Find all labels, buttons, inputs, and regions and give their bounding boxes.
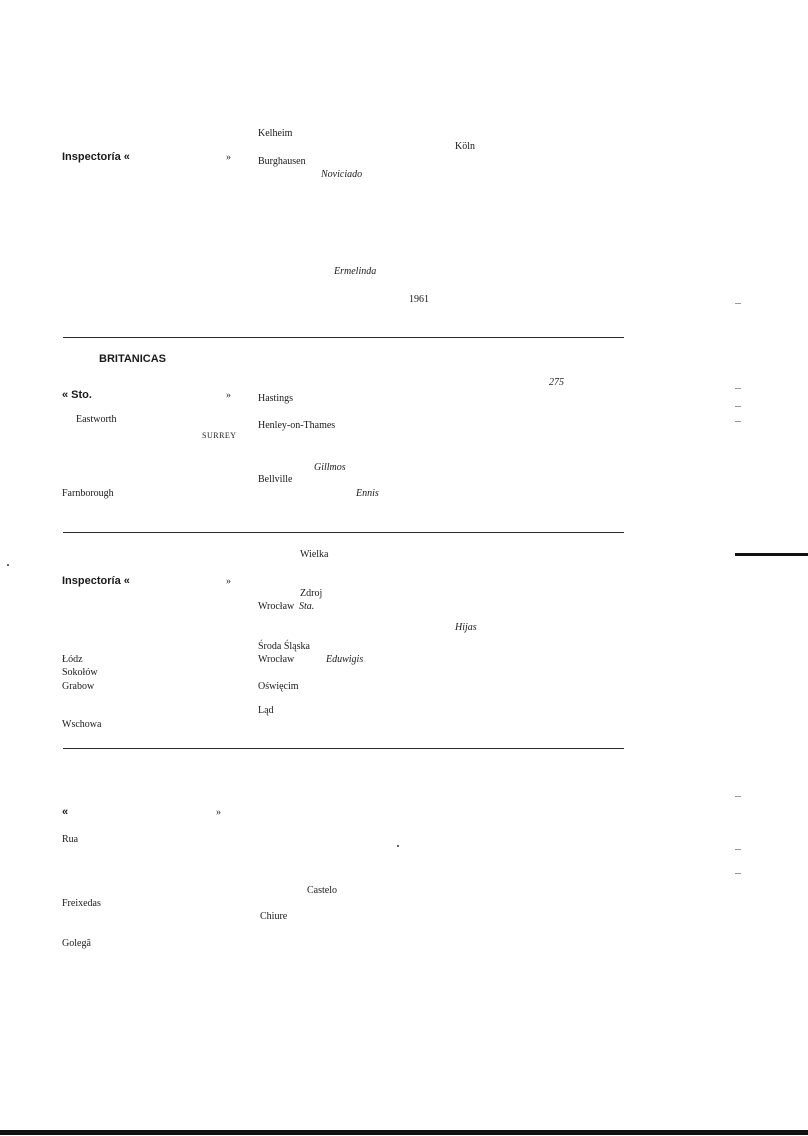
place-zdroj: Zdroj: [300, 588, 323, 599]
place-hastings: Hastings: [258, 393, 293, 404]
section-divider: [63, 337, 624, 338]
place-wielka: Wielka: [300, 549, 329, 560]
margin-tick: [735, 303, 741, 304]
margin-tick: [735, 796, 741, 797]
place-bellville: Bellville: [258, 474, 293, 485]
inspectoria-heading: Inspectoría «: [62, 151, 130, 163]
place-wroclaw: Wrocław: [258, 654, 295, 665]
place-lad: Ląd: [258, 705, 274, 716]
inspectoria-heading-close: »: [226, 576, 231, 587]
place-rua: Rua: [62, 834, 79, 845]
margin-tick: [735, 849, 741, 850]
margin-tick: [735, 873, 741, 874]
place-koln: Köln: [455, 141, 475, 152]
place-grabow: Grabow: [62, 681, 95, 692]
place-golega: Golegã: [62, 938, 91, 949]
section-divider: [63, 748, 624, 749]
place-wroclaw: Wrocław: [258, 601, 295, 612]
ermelinda-label: Ermelinda: [334, 266, 377, 277]
place-chiure: Chiure: [260, 911, 288, 922]
place-sroda: Środa Śląska: [258, 641, 310, 652]
eduwigis-label: Eduwigis: [326, 654, 364, 665]
hijas-label: Hijas: [455, 622, 477, 633]
place-wschowa: Wschowa: [62, 719, 102, 730]
scan-dot: [7, 564, 9, 566]
scan-edge-bar: [735, 553, 808, 556]
margin-tick: [735, 421, 741, 422]
page-number: 275: [549, 377, 564, 388]
place-farnborough: Farnborough: [62, 488, 114, 499]
ennis-label: Ennis: [356, 488, 379, 499]
place-henley: Henley-on-Thames: [258, 420, 336, 431]
inspectoria-heading-close: »: [226, 152, 231, 163]
county-surrey: SURREY: [202, 431, 237, 440]
sta-label: Sta.: [299, 601, 315, 612]
place-freixedas: Freixedas: [62, 898, 101, 909]
place-eastworth: Eastworth: [76, 414, 117, 425]
place-burghausen: Burghausen: [258, 156, 306, 167]
noviciado-label: Noviciado: [321, 169, 363, 180]
gillmos-label: Gillmos: [314, 462, 346, 473]
place-kelheim: Kelheim: [258, 128, 293, 139]
margin-tick: [735, 406, 741, 407]
scan-bottom-bar: [0, 1130, 808, 1135]
sto-heading-close: »: [226, 390, 231, 401]
year-label: 1961: [409, 294, 429, 305]
scan-dot: [397, 845, 399, 847]
place-oswiecim: Oświęcim: [258, 681, 299, 692]
section-heading: «: [62, 806, 69, 818]
place-castelo: Castelo: [307, 885, 337, 896]
place-sokolow: Sokołów: [62, 667, 98, 678]
section-heading-close: »: [216, 807, 221, 818]
inspectoria-heading: Inspectoría «: [62, 575, 130, 587]
sto-heading: « Sto.: [62, 389, 92, 401]
britanicas-title: BRITANICAS: [99, 353, 167, 365]
place-lodz: Łódz: [62, 654, 83, 665]
margin-tick: [735, 388, 741, 389]
section-divider: [63, 532, 624, 533]
